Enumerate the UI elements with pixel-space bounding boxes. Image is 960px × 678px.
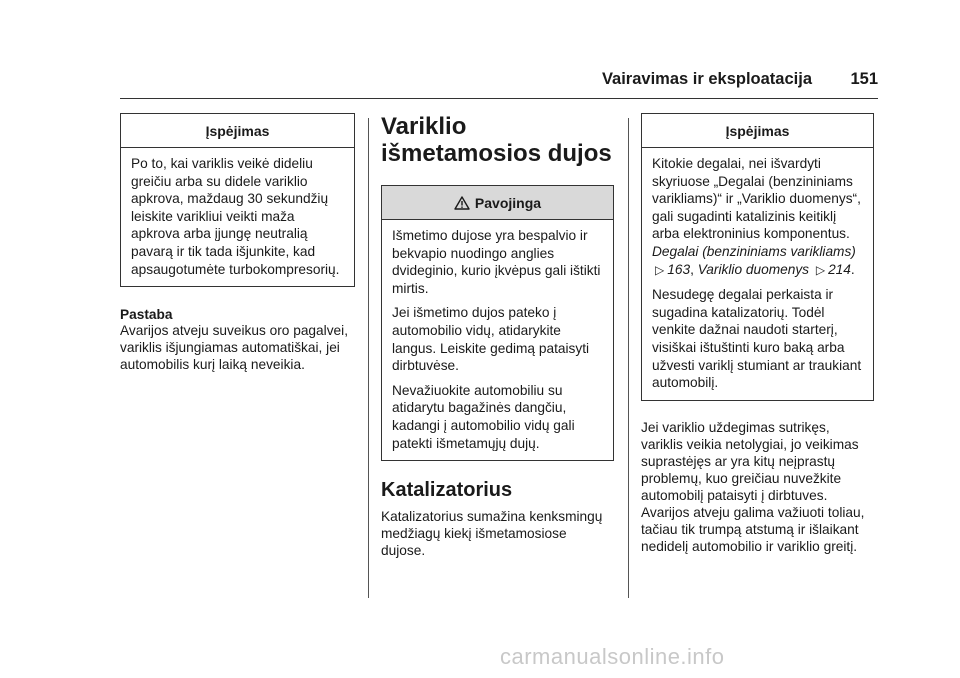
section-heading: Variklio išmetamosios dujos (381, 113, 612, 167)
warning-box (120, 113, 355, 287)
reference-page[interactable]: 214 (828, 261, 851, 277)
danger-paragraph: Jei išmetimo dujos pateko į automobilio vidų, atidarykite langus. Leiskite gedimą pataisyti dirbtuvėse. (392, 305, 590, 374)
warning-text: Po to, kai variklis veikė dideliu greičiu arba su didele variklio apkrova, maždaug 30 sekundžių leiskite varikliui veikti maža apkrova arba įjungę neutralią pavarą ir tik tada išjunkite, kad apsaugotumėte turbokompresorių. (131, 156, 340, 277)
warning-text: Nesudegę degalai perkaista ir sugadina katalizatorių. Todėl venkite dažnai naudoti starterį, visiškai ištuštinti kuro baką arba užvesti variklį stumiant ar traukiant automobilį. (652, 287, 862, 391)
ignition-text: Jei variklio uždegimas sutrikęs, variklis veikia netolygiai, jo veikimas suprastėjęs ar yra kitų neįprastų problemų, kuo greičiau nuvežkite automobilį pataisyti į dirbtuves. Avarijos atveju galima važiuoti toliau, tačiau tik trumpą atstumą ir išlaikant nedidelį automobilio ir variklio greitį. (641, 419, 865, 554)
warning-text: Kitokie degalai, nei išvardyti skyriuose „Degalai (benzininiams varikliams)“ ir „Variklio duomenys“, gali sugadinti katalizinis keitiklį arba elektroninius komponentus. (652, 156, 861, 242)
danger-title-bar (382, 186, 613, 220)
page-header (120, 68, 878, 99)
danger-box (381, 185, 614, 461)
danger-body (382, 220, 613, 460)
page-reference-icon: ▷ (815, 262, 826, 277)
danger-paragraph: Nevažiuokite automobiliu su atidarytu bagažinės dangčiu, kadangi į automobilio vidų gali patekti išmetamųjų dujų. (392, 382, 575, 451)
section-title: Vairavimas ir eksploatacija (601, 70, 812, 88)
middle-column (381, 113, 614, 559)
watermark: carmanualsonline.info (500, 644, 725, 669)
warning-title: Įspėjimas (121, 114, 354, 148)
danger-title: Pavojinga (474, 195, 542, 211)
column-divider (628, 118, 629, 598)
note-label: Pastaba (120, 307, 173, 323)
right-column (641, 113, 874, 555)
page-number: 151 (850, 70, 878, 88)
catalyst-text: Katalizatorius sumažina kenksmingų medžiagų kiekį išmetamosiose dujose. (381, 509, 603, 559)
danger-paragraph: Išmetimo dujose yra bespalvio ir bekvapio nuodingo anglies dvideginio, kurio įkvėpus gali ištikti mirtis. (392, 228, 601, 296)
warning-box (641, 113, 874, 401)
reference-page[interactable]: 163 (667, 261, 691, 277)
page-reference-icon: ▷ (655, 262, 665, 277)
note-text: Avarijos atveju suveikus oro pagalvei, variklis išjungiamas automatiškai, jei automobilis kurį laiką neveikia. (120, 323, 348, 373)
reference-link[interactable]: Variklio duomenys (697, 261, 810, 277)
left-column (120, 113, 355, 373)
reference-link[interactable]: Degalai (benzininiams varikliams) (652, 243, 856, 259)
warning-body (121, 148, 354, 286)
subheading: Katalizatorius (381, 479, 513, 502)
column-divider (368, 118, 369, 598)
warning-title: Įspėjimas (642, 114, 873, 148)
warning-triangle-icon (454, 196, 470, 210)
warning-body: Kitokie degalai, nei išvardyti skyriuose „Degalai (benzininiams varikliams)“ ir „Variklio duomenys“, gali sugadinti katalizinis keitiklį arba elektroninius komponentus. Degalai (benzininiams varikliams) ▷ 163, Variklio duomenys ▷ 214. Nesudegę degalai perkaista ir sugadina katalizatorių. Todėl venkite dažnai naudoti starterį, visiškai ištuštinti kuro baką arba užvesti variklį stumiant ar traukiant automobilį. (652, 156, 862, 391)
